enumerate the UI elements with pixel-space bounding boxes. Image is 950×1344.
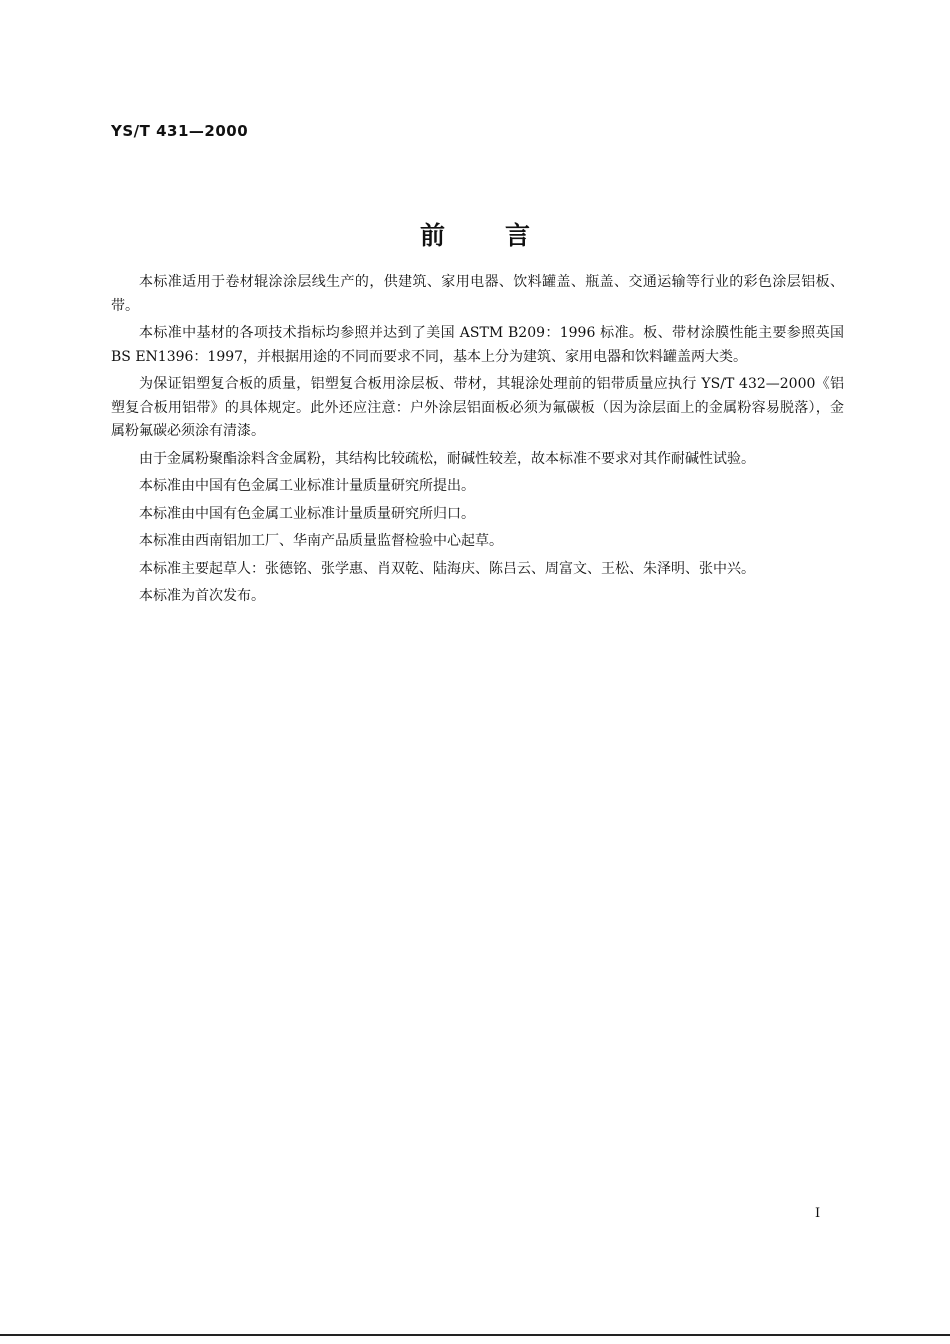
paragraph-proposed-by: 本标准由中国有色金属工业标准计量质量研究所提出。: [139, 478, 475, 494]
paragraph-substrate: 本标准中基材的各项技术指标均参照并达到了美国 ASTM B209：1996 标准。板、带材涂膜性能主要参照英国 BS EN1396：1997，并根据用途的不同而要求不同，基本上分为建筑、家用电器和饮料罐盖两大类。: [111, 325, 844, 365]
foreword-body: [111, 271, 844, 613]
paragraph-scope: 本标准适用于卷材辊涂涂层线生产的，供建筑、家用电器、饮料罐盖、瓶盖、交通运输等行业的彩色涂层铝板、带。: [111, 274, 844, 314]
page-title: 前言: [419, 221, 590, 250]
bottom-divider: [0, 1334, 950, 1336]
paragraph-first-release: 本标准为首次发布。: [139, 588, 265, 604]
paragraph-managed-by: 本标准由中国有色金属工业标准计量质量研究所归口。: [139, 505, 475, 522]
paragraph-quality: 为保证铝塑复合板的质量，铝塑复合板用涂层板、带材，其辊涂处理前的铝带质量应执行 YS/T 432—2000《铝塑复合板用铝带》的具体规定。此外还应注意：户外涂层铝面板必须为氟碳板（因为涂层面上的金属粉容易脱落），金属粉氟碳必须涂有清漆。: [111, 376, 844, 439]
paragraph-alkali: 由于金属粉聚酯涂料含金属粉，其结构比较疏松，耐碱性较差，故本标准不要求对其作耐碱性试验。: [139, 450, 755, 467]
paragraph-drafters: 本标准主要起草人：张德铭、张学惠、肖双乾、陆海庆、陈吕云、周富文、王松、朱泽明、张中兴。: [139, 560, 755, 577]
page-number: I: [815, 1206, 821, 1221]
standard-code: YS/T 431—2000: [111, 122, 249, 140]
paragraph-drafted-by: 本标准由西南铝加工厂、华南产品质量监督检验中心起草。: [139, 533, 503, 549]
